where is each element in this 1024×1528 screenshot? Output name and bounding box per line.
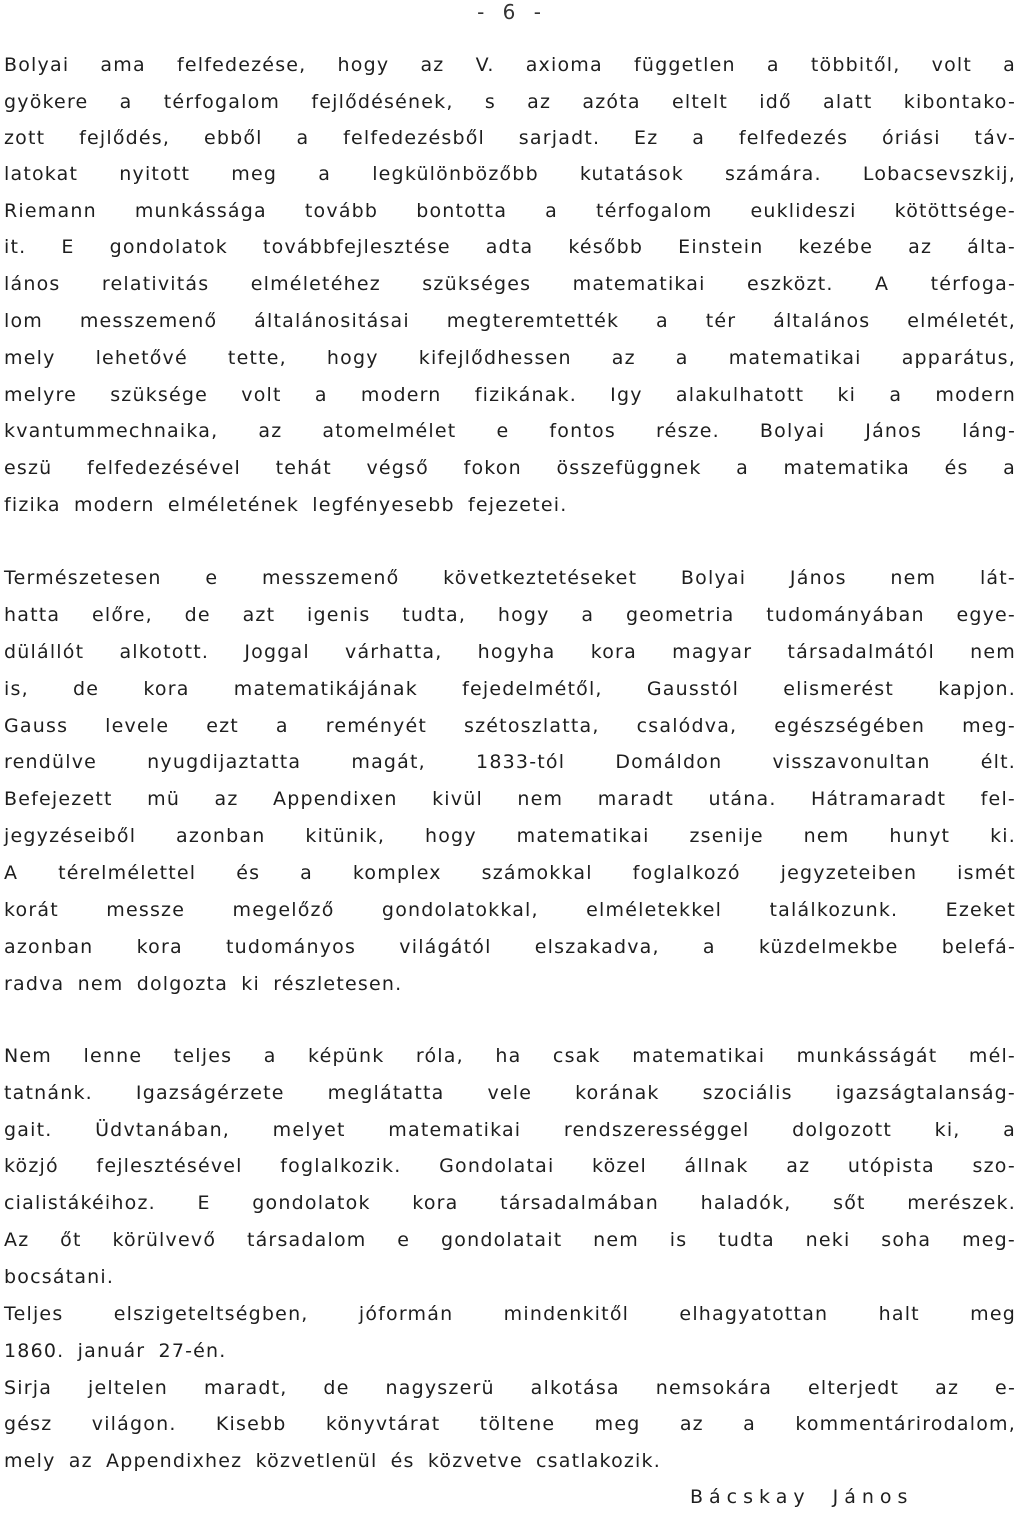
- text-line: Befejezett mü az Appendixen kivül nem maradt utána. Hátramaradt fel-: [4, 788, 1016, 810]
- text-line: tatnánk. Igazságérzete meglátatta vele korának szociális igazságtalanság-: [4, 1082, 1016, 1104]
- text-line: fizika modern elméletének legfényesebb fejezetei.: [4, 494, 568, 516]
- text-line: hatta előre, de azt igenis tudta, hogy a geometria tudományában egye-: [4, 604, 1016, 626]
- text-line: rendülve nyugdijaztatta magát, 1833-tól Domáldon visszavonultan élt.: [4, 751, 1016, 773]
- text-line: A térelmélettel és a komplex számokkal foglalkozó jegyzeteiben ismét: [4, 862, 1016, 884]
- text-line: Riemann munkássága tovább bontotta a térfogalom euklideszi kötöttsége-: [4, 200, 1016, 222]
- text-line: dülállót alkotott. Joggal várhatta, hogyha kora magyar társadalmától nem: [4, 641, 1016, 663]
- text-line: azonban kora tudományos világától elszakadva, a küzdelmekbe belefá-: [4, 936, 1016, 958]
- text-line: Az őt körülvevő társadalom e gondolatait nem is tudta neki soha meg-: [4, 1229, 1016, 1251]
- author-signature: Bácskay János: [690, 1486, 914, 1508]
- text-line: gyökere a térfogalom fejlődésének, s az azóta eltelt idő alatt kibontako-: [4, 91, 1016, 113]
- text-line: Teljes elszigeteltségben, jóformán mindenkitől elhagyatottan halt meg: [4, 1303, 1016, 1325]
- text-line: 1860. január 27-én.: [4, 1340, 227, 1362]
- text-line: cialistákéihoz. E gondolatok kora társadalmában haladók, sőt merészek.: [4, 1192, 1016, 1214]
- text-line: Nem lenne teljes a képünk róla, ha csak matematikai munkásságát mél-: [4, 1045, 1016, 1067]
- text-line: közjó fejlesztésével foglalkozik. Gondolatai közel állnak az utópista szo-: [4, 1155, 1016, 1177]
- text-line: it. E gondolatok továbbfejlesztése adta később Einstein kezébe az álta-: [4, 236, 1016, 258]
- text-line: zott fejlődés, ebből a felfedezésből sarjadt. Ez a felfedezés óriási táv-: [4, 127, 1016, 149]
- text-line: korát messze megelőző gondolatokkal, elméletekkel találkozunk. Ezeket: [4, 899, 1016, 921]
- text-line: bocsátani.: [4, 1266, 115, 1288]
- text-line: melyre szüksége volt a modern fizikának. Igy alakulhatott ki a modern: [4, 384, 1016, 406]
- text-line: jegyzéseiből azonban kitünik, hogy matematikai zsenije nem hunyt ki.: [4, 825, 1016, 847]
- text-line: radva nem dolgozta ki részletesen.: [4, 973, 403, 995]
- text-line: Sirja jeltelen maradt, de nagyszerü alkotása nemsokára elterjedt az e-: [4, 1377, 1016, 1399]
- text-line: gait. Üdvtanában, melyet matematikai rendszerességgel dolgozott ki, a: [4, 1119, 1016, 1141]
- text-line: lom messzemenő általánositásai megteremtették a tér általános elméletét,: [4, 310, 1016, 332]
- text-line: eszü felfedezésével tehát végső fokon összefüggnek a matematika és a: [4, 457, 1016, 479]
- text-line: gész világon. Kisebb könyvtárat töltene meg az a kommentárirodalom,: [4, 1413, 1016, 1435]
- text-line: mely az Appendixhez közvetlenül és közvetve csatlakozik.: [4, 1450, 661, 1472]
- text-line: Gauss levele ezt a reményét szétoszlatta, csalódva, egészségében meg-: [4, 715, 1016, 737]
- text-line: lános relativitás elméletéhez szükséges matematikai eszközt. A térfoga-: [4, 273, 1016, 295]
- text-line: latokat nyitott meg a legkülönbözőbb kutatások számára. Lobacsevszkij,: [4, 163, 1016, 185]
- text-line: Természetesen e messzemenő következtetéseket Bolyai János nem lát-: [4, 567, 1016, 589]
- text-line: mely lehetővé tette, hogy kifejlődhessen az a matematikai apparátus,: [4, 347, 1016, 369]
- text-line: kvantummechnaika, az atomelmélet e fontos része. Bolyai János láng-: [4, 420, 1016, 442]
- page-number: - 6 -: [477, 0, 547, 24]
- text-line: is, de kora matematikájának fejedelmétől, Gausstól elismerést kapjon.: [4, 678, 1016, 700]
- text-line: Bolyai ama felfedezése, hogy az V. axioma független a többitől, volt a: [4, 54, 1016, 76]
